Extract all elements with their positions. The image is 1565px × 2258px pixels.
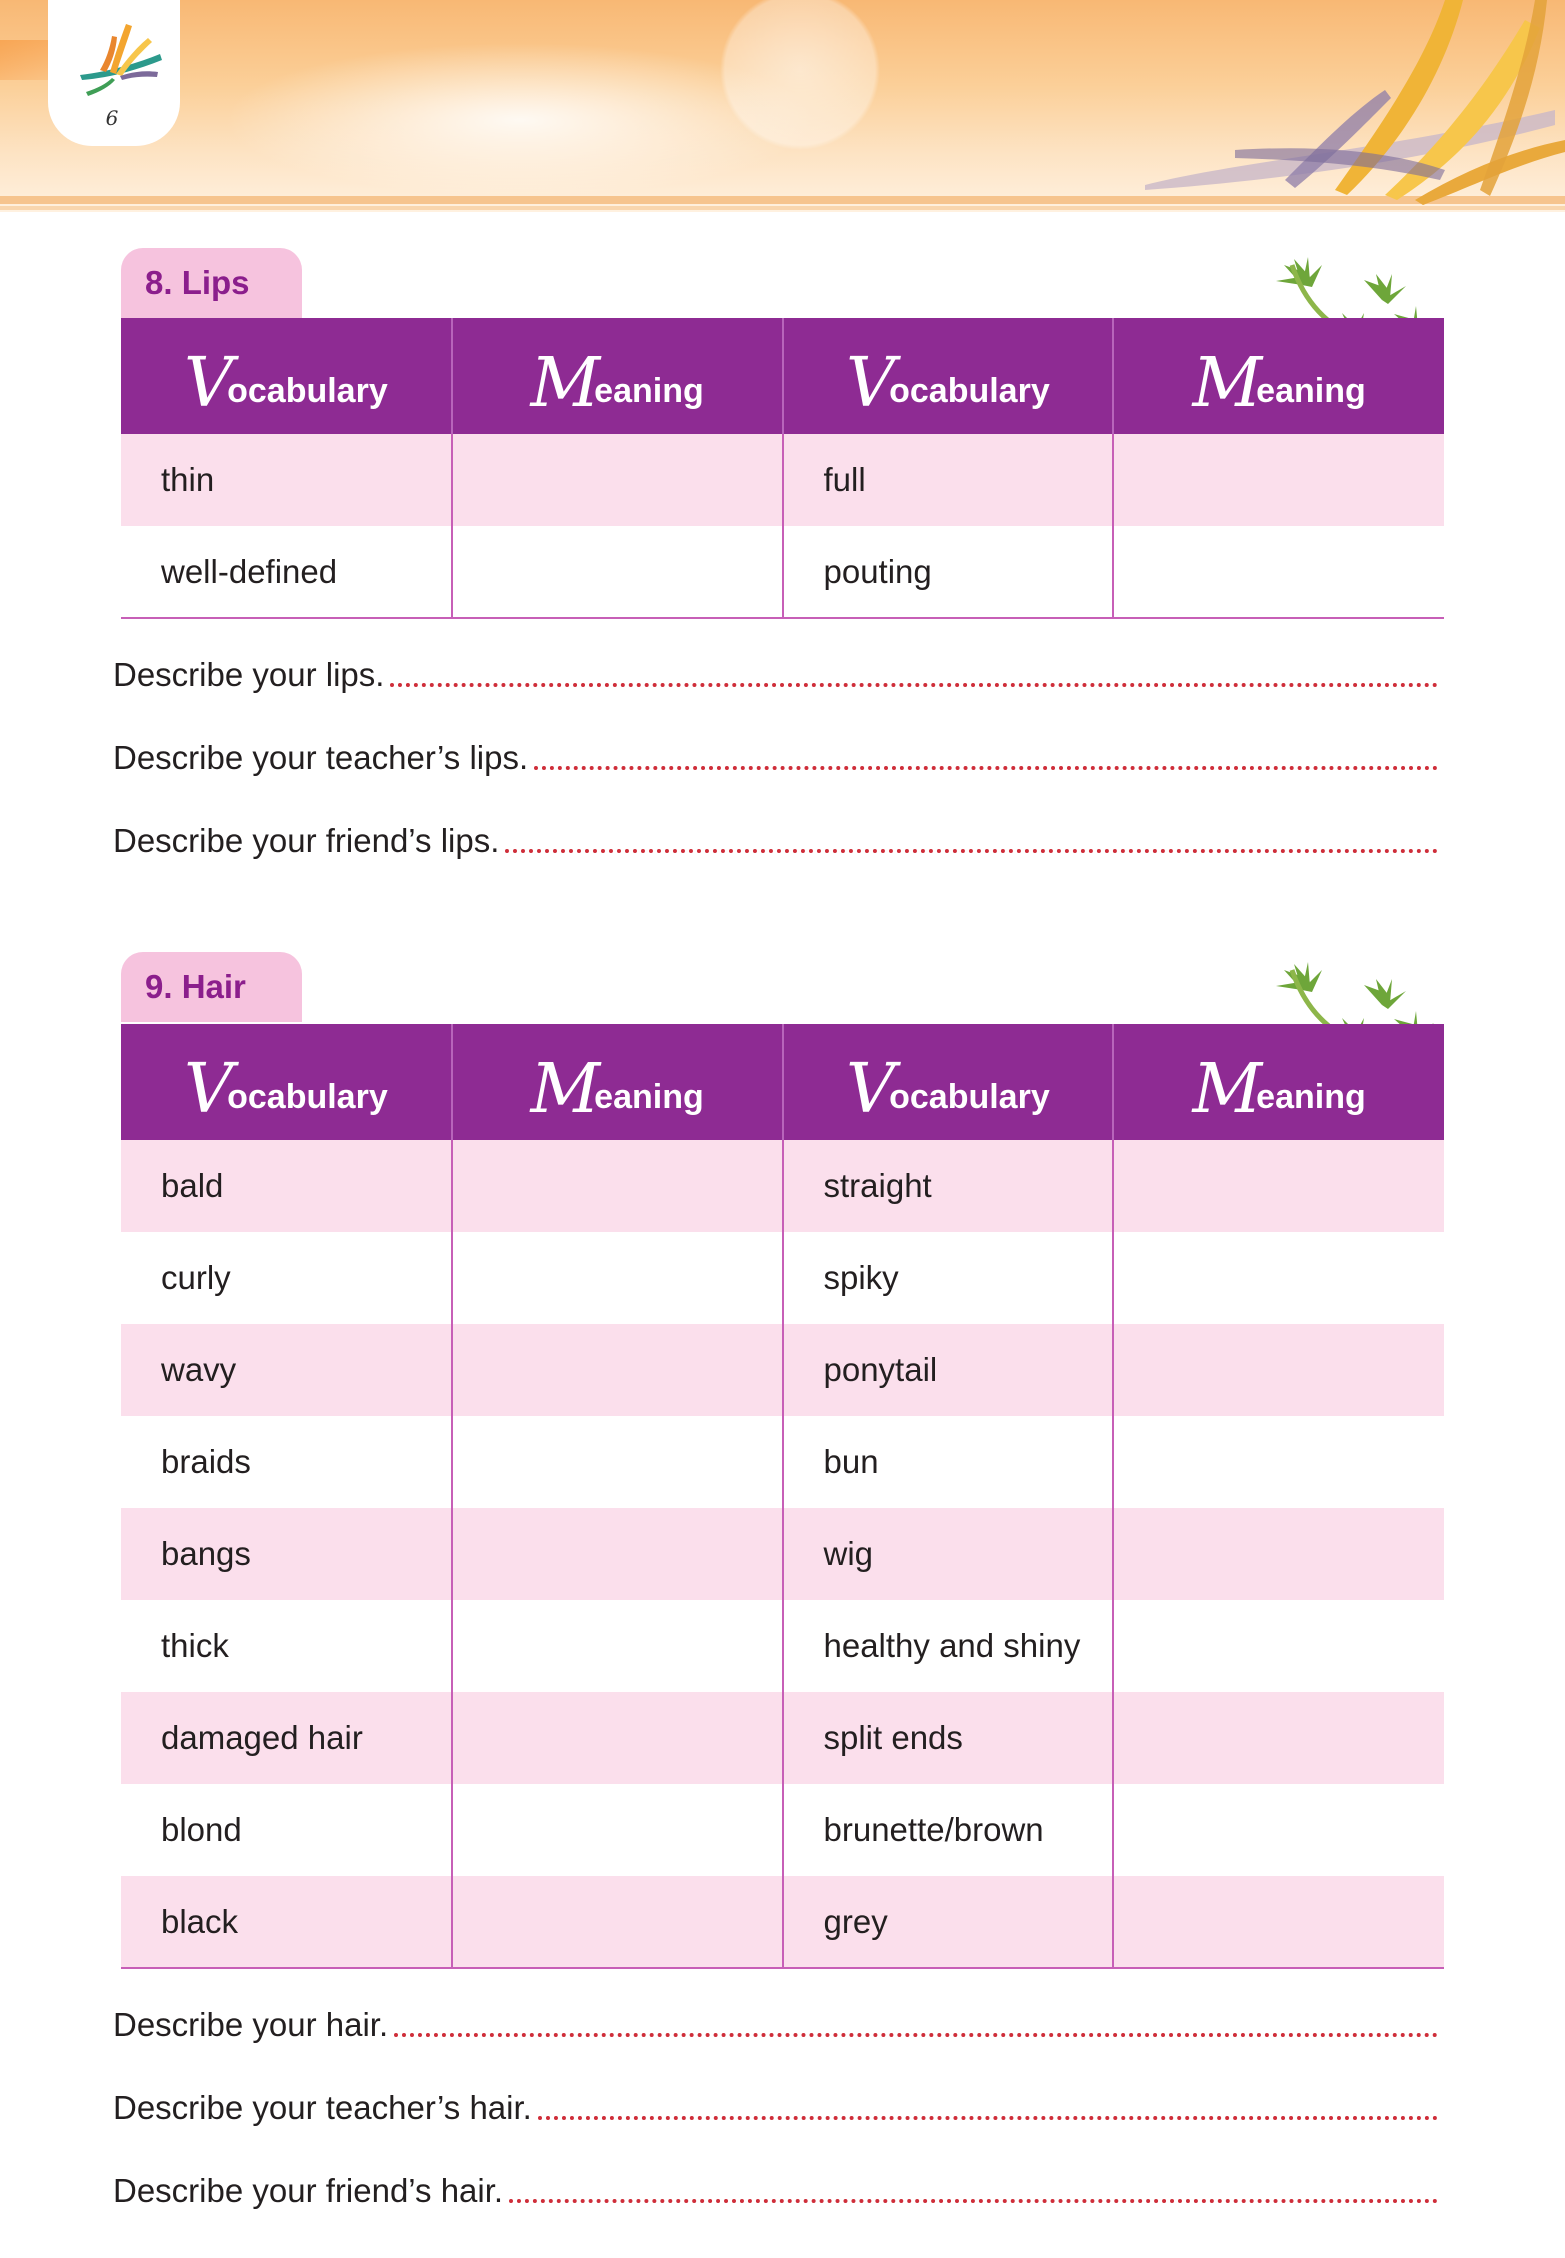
meaning-blank[interactable] <box>1113 434 1444 526</box>
vocabulary-word: well-defined <box>121 526 452 618</box>
table-header-row <box>121 1024 1444 1140</box>
table-row <box>121 1416 1444 1508</box>
table-row <box>121 1876 1444 1968</box>
vocabulary-word: curly <box>121 1232 452 1324</box>
describe-prompt: Describe your teacher’s lips. <box>113 739 529 776</box>
meaning-blank[interactable] <box>452 526 783 618</box>
meaning-blank[interactable] <box>1113 1876 1444 1968</box>
meaning-blank[interactable] <box>452 1416 783 1508</box>
table-row <box>121 526 1444 618</box>
describe-prompt: Describe your friend’s hair. <box>113 2172 504 2209</box>
vocabulary-word: wavy <box>121 1324 452 1416</box>
vocabulary-word: brunette/brown <box>783 1784 1114 1876</box>
meaning-blank[interactable] <box>452 1232 783 1324</box>
meaning-blank[interactable] <box>1113 1692 1444 1784</box>
describe-line[interactable] <box>113 655 1438 695</box>
section-tab-hair <box>121 952 302 1022</box>
describe-prompt: Describe your teacher’s hair. <box>113 2089 532 2126</box>
table-row <box>121 1140 1444 1232</box>
bird-of-paradise-flower-banner <box>1085 0 1565 205</box>
vocabulary-word: blond <box>121 1784 452 1876</box>
vocabulary-word: healthy and shiny <box>783 1600 1114 1692</box>
meaning-blank[interactable] <box>1113 1508 1444 1600</box>
describe-line[interactable] <box>113 2088 1438 2128</box>
table-row <box>121 1784 1444 1876</box>
describe-line[interactable] <box>113 821 1438 861</box>
table-row <box>121 1692 1444 1784</box>
column-header-meaning: Meaning <box>1113 1024 1444 1140</box>
meaning-blank[interactable] <box>452 1600 783 1692</box>
vocabulary-word: pouting <box>783 526 1114 618</box>
meaning-blank[interactable] <box>452 1876 783 1968</box>
vocabulary-word: bald <box>121 1140 452 1232</box>
meaning-blank[interactable] <box>452 1692 783 1784</box>
dotted-answer-line[interactable] <box>534 766 1438 770</box>
describe-prompt: Describe your friend’s lips. <box>113 822 500 859</box>
vocabulary-word: grey <box>783 1876 1114 1968</box>
describe-prompt: Describe your lips. <box>113 656 385 693</box>
lips-vocabulary-table <box>121 318 1444 619</box>
vocabulary-word: damaged hair <box>121 1692 452 1784</box>
table-header-row <box>121 318 1444 434</box>
bird-of-paradise-flower-icon <box>70 20 170 100</box>
column-header-vocabulary: Vocabulary <box>121 318 452 434</box>
meaning-blank[interactable] <box>452 1508 783 1600</box>
table-row <box>121 1324 1444 1416</box>
column-header-meaning: Meaning <box>1113 318 1444 434</box>
vocabulary-word: thin <box>121 434 452 526</box>
vocabulary-word: braids <box>121 1416 452 1508</box>
meaning-blank[interactable] <box>1113 526 1444 618</box>
vocabulary-word: spiky <box>783 1232 1114 1324</box>
meaning-blank[interactable] <box>1113 1600 1444 1692</box>
page-number: 6 <box>105 106 119 130</box>
table-row <box>121 1508 1444 1600</box>
meaning-blank[interactable] <box>1113 1140 1444 1232</box>
table-row <box>121 434 1444 526</box>
vocabulary-word: thick <box>121 1600 452 1692</box>
meaning-blank[interactable] <box>1113 1784 1444 1876</box>
vocabulary-word: bangs <box>121 1508 452 1600</box>
dotted-answer-line[interactable] <box>390 683 1438 687</box>
column-header-vocabulary: Vocabulary <box>121 1024 452 1140</box>
table-row <box>121 1232 1444 1324</box>
meaning-blank[interactable] <box>452 1140 783 1232</box>
meaning-blank[interactable] <box>1113 1232 1444 1324</box>
vocabulary-word: ponytail <box>783 1324 1114 1416</box>
section-title: 9. Hair <box>145 968 246 1005</box>
vocabulary-word: black <box>121 1876 452 1968</box>
column-header-vocabulary: Vocabulary <box>783 318 1114 434</box>
describe-line[interactable] <box>113 2171 1438 2211</box>
dotted-answer-line[interactable] <box>538 2116 1438 2120</box>
meaning-blank[interactable] <box>1113 1416 1444 1508</box>
meaning-blank[interactable] <box>452 1784 783 1876</box>
column-header-vocabulary: Vocabulary <box>783 1024 1114 1140</box>
column-header-meaning: Meaning <box>452 318 783 434</box>
dotted-answer-line[interactable] <box>505 849 1438 853</box>
column-header-meaning: Meaning <box>452 1024 783 1140</box>
dotted-answer-line[interactable] <box>509 2199 1438 2203</box>
meaning-blank[interactable] <box>1113 1324 1444 1416</box>
section-tab-lips <box>121 248 302 318</box>
header-banner <box>0 0 1565 212</box>
meaning-blank[interactable] <box>452 1324 783 1416</box>
describe-prompt: Describe your hair. <box>113 2006 389 2043</box>
describe-line[interactable] <box>113 738 1438 778</box>
banner-stripe <box>0 206 1565 210</box>
meaning-blank[interactable] <box>452 434 783 526</box>
vocabulary-word: wig <box>783 1508 1114 1600</box>
describe-line[interactable] <box>113 2005 1438 2045</box>
section-title: 8. Lips <box>145 264 250 301</box>
vocabulary-word: straight <box>783 1140 1114 1232</box>
table-row <box>121 1600 1444 1692</box>
vocabulary-word: split ends <box>783 1692 1114 1784</box>
dotted-answer-line[interactable] <box>394 2033 1438 2037</box>
vocabulary-word: bun <box>783 1416 1114 1508</box>
hair-vocabulary-table <box>121 1024 1444 1969</box>
vocabulary-word: full <box>783 434 1114 526</box>
